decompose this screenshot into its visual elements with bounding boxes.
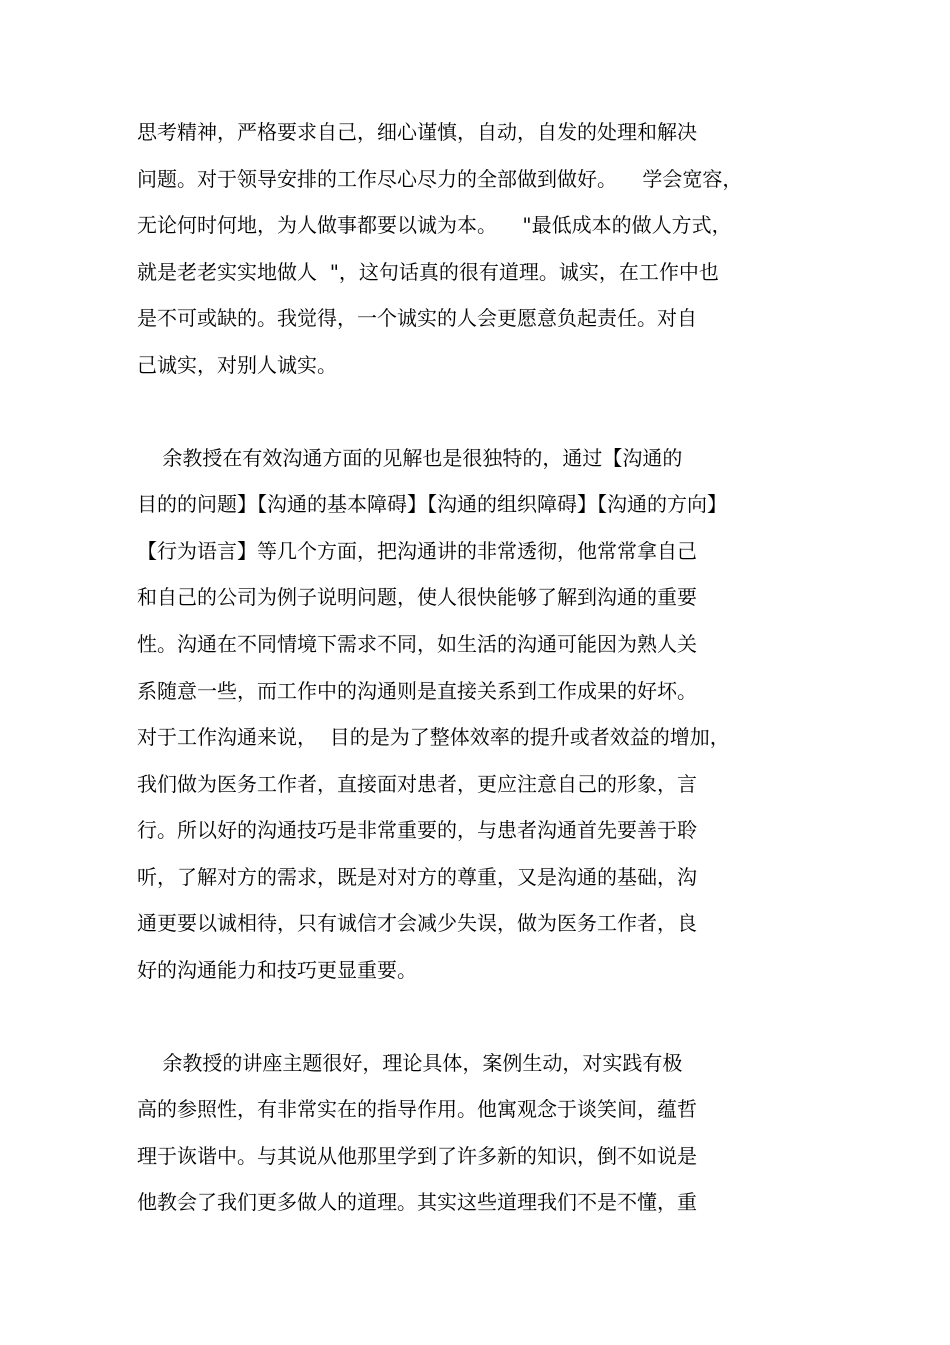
text-line: 行。所以好的沟通技巧是非常重要的，与患者沟通首先要善于聆 (137, 818, 697, 842)
text-line: 是不可或缺的。我觉得，一个诚实的人会更愿意负起责任。对自 (137, 306, 697, 330)
text-line: 余教授在有效沟通方面的见解也是很独特的，通过【沟通的 (137, 446, 683, 470)
text-line: 和自己的公司为例子说明问题，使人很快能够了解到沟通的重要 (137, 585, 697, 609)
text-line: 他教会了我们更多做人的道理。其实这些道理我们不是不懂，重 (137, 1190, 697, 1214)
text-line: 就是老老实实地做人 "，这句话真的很有道理。诚实，在工作中也 (137, 260, 719, 284)
text-line: 思考精神，严格要求自己，细心谨慎，自动，自发的处理和解决 (137, 120, 697, 144)
text-line: 高的参照性，有非常实在的指导作用。他寓观念于谈笑间，蕴哲 (137, 1097, 697, 1121)
text-line: 对于工作沟通来说， 目的是为了整体效率的提升或者效益的增加， (137, 725, 730, 749)
text-line: 问题。对于领导安排的工作尽心尽力的全部做到做好。 学会宽容， (137, 167, 743, 191)
text-line: 目的的问题】【沟通的基本障碍】【沟通的组织障碍】【沟通的方向】 (137, 492, 727, 516)
text-line: 余教授的讲座主题很好，理论具体，案例生动，对实践有极 (137, 1051, 683, 1075)
text-line: 无论何时何地，为人做事都要以诚为本。 "最低成本的做人方式， (137, 213, 732, 237)
text-line: 系随意一些，而工作中的沟通则是直接关系到工作成果的好坏。 (137, 679, 697, 703)
text-line: 听，了解对方的需求，既是对对方的尊重，又是沟通的基础，沟 (137, 865, 697, 889)
text-line: 我们做为医务工作者，直接面对患者，更应注意自己的形象，言 (137, 772, 697, 796)
text-line: 己诚实，对别人诚实。 (137, 353, 337, 377)
text-line: 理于诙谐中。与其说从他那里学到了许多新的知识，倒不如说是 (137, 1144, 697, 1168)
text-line: 通更要以诚相待，只有诚信才会减少失误，做为医务工作者，良 (137, 911, 697, 935)
text-line: 好的沟通能力和技巧更显重要。 (137, 958, 417, 982)
text-line: 性。沟通在不同情境下需求不同，如生活的沟通可能因为熟人关 (137, 632, 697, 656)
text-line: 【行为语言】等几个方面，把沟通讲的非常透彻，他常常拿自己 (137, 539, 697, 563)
